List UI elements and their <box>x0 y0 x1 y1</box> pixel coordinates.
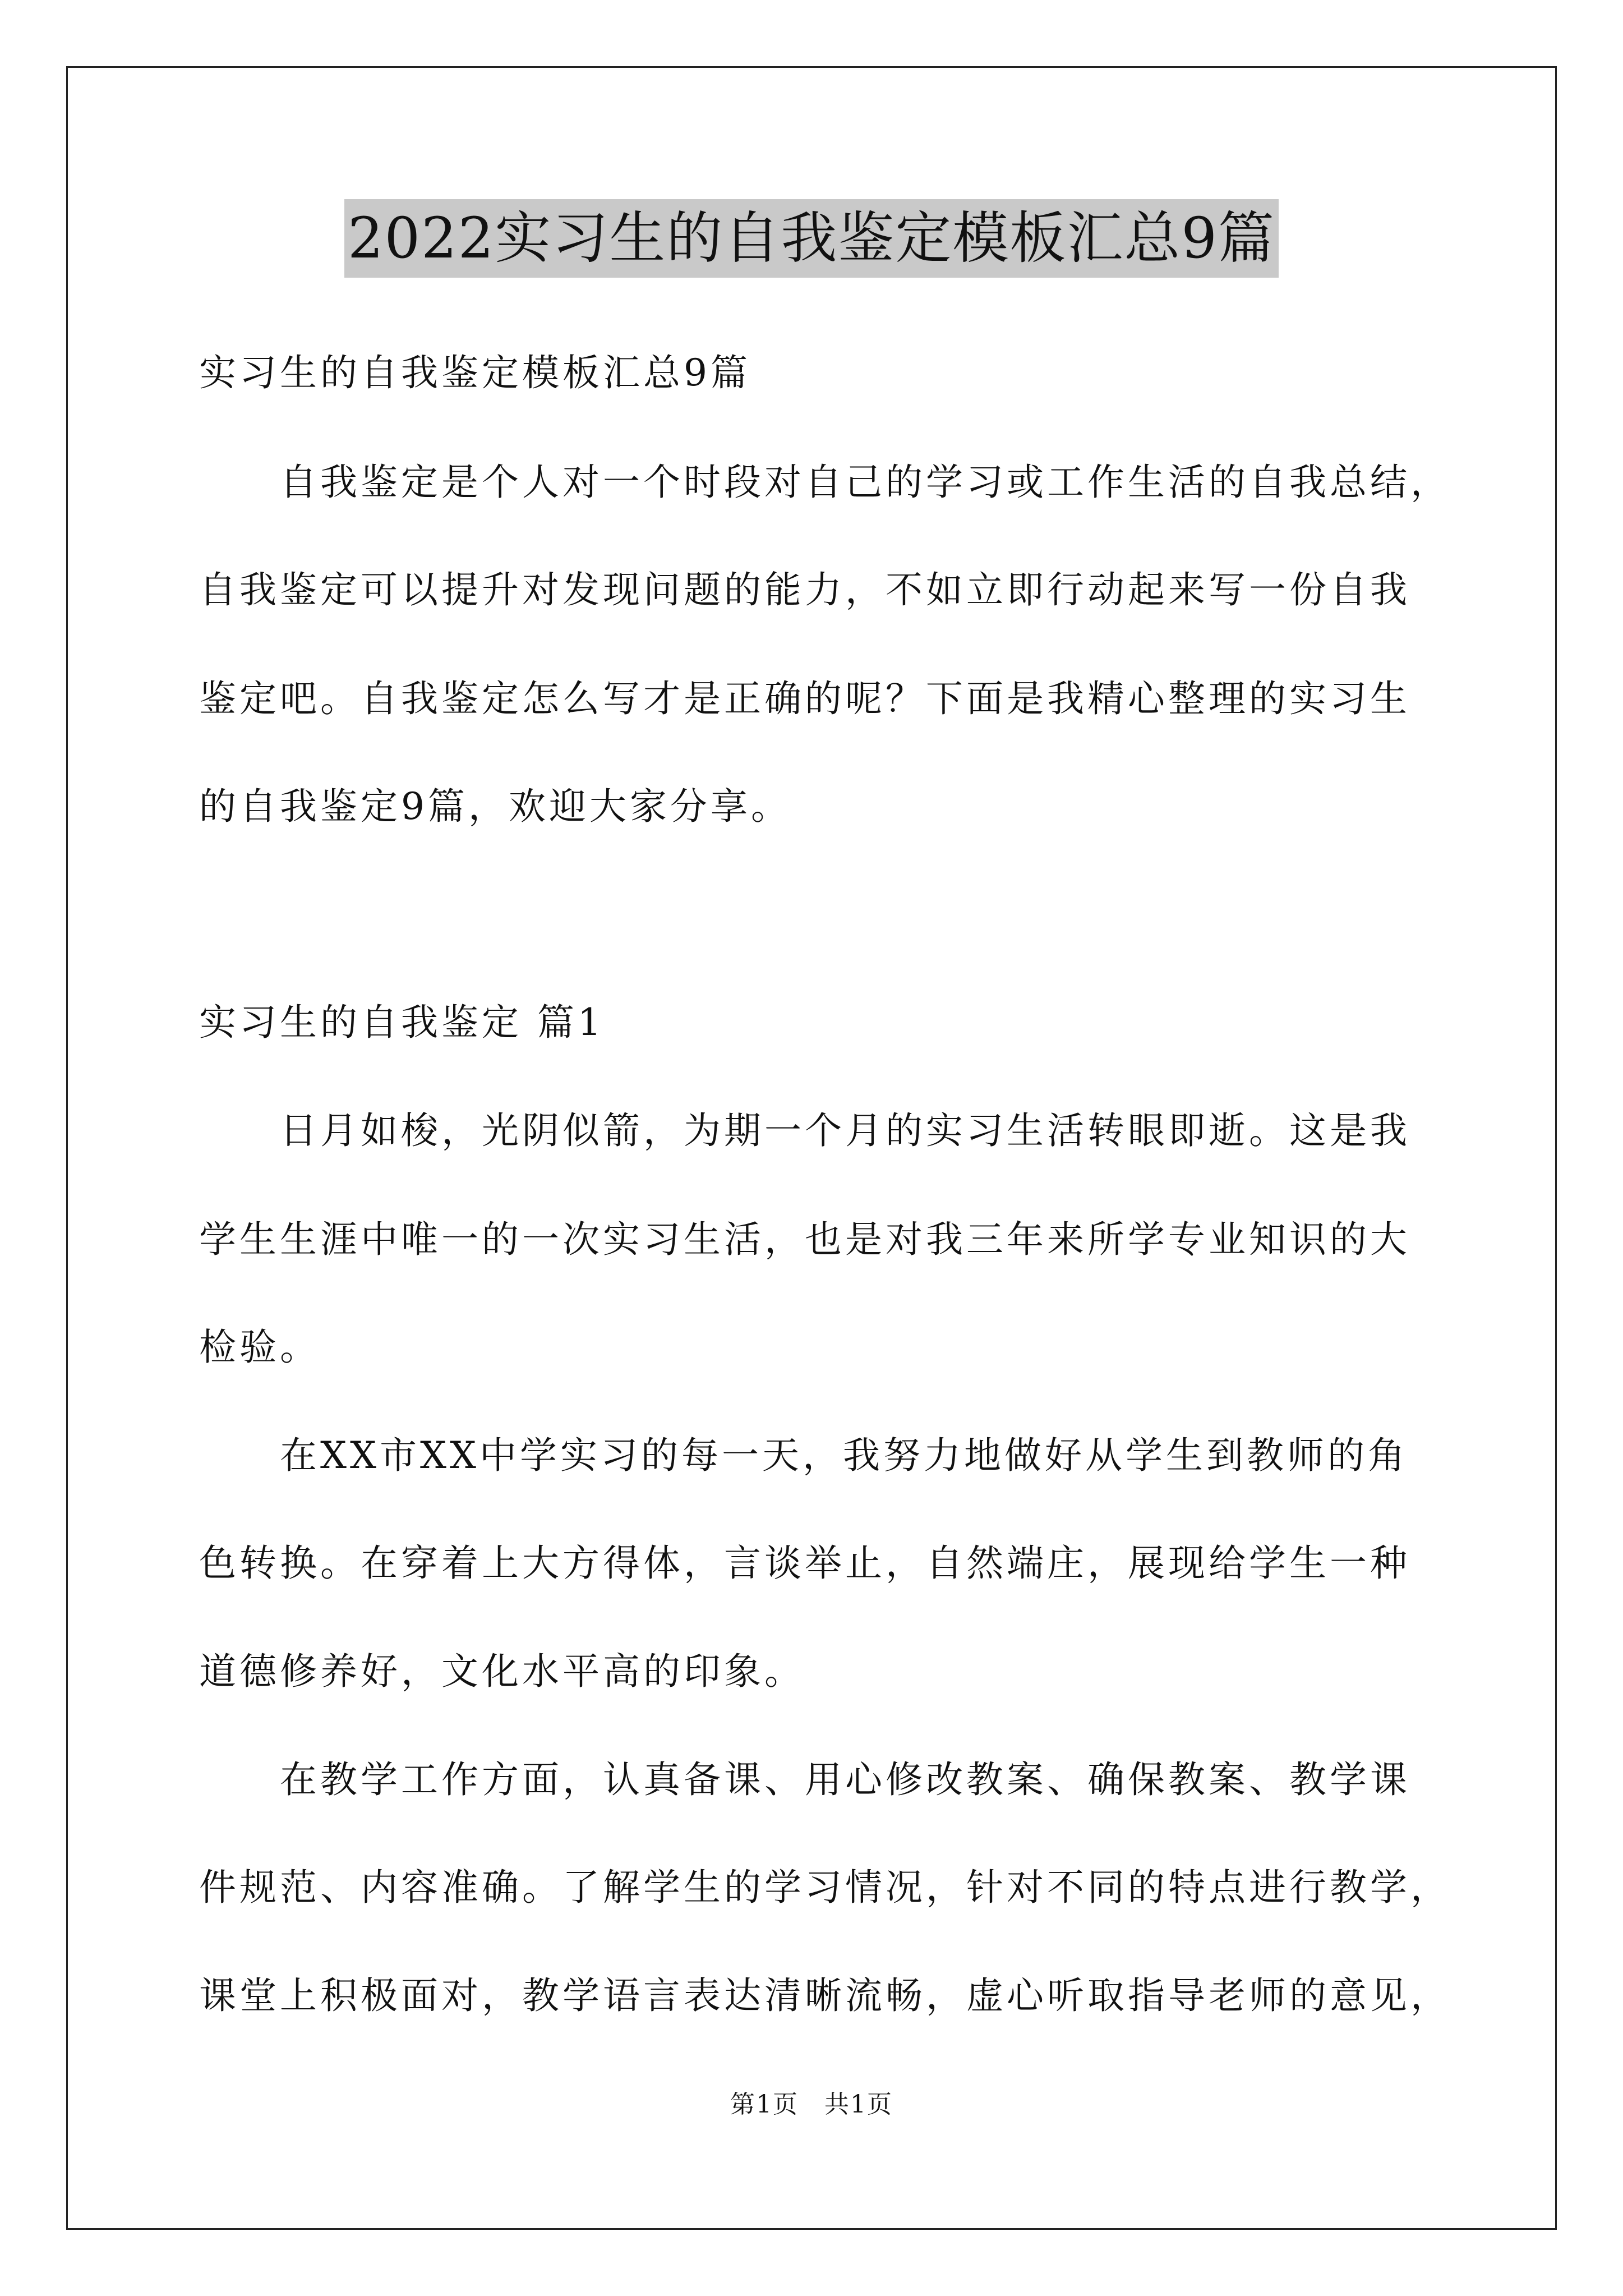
section-heading: 实习生的自我鉴定 篇1 <box>199 1001 605 1044</box>
paragraph-line: 鉴定吧。自我鉴定怎么写才是正确的呢？下面是我精心整理的实习生 <box>199 677 1410 720</box>
paragraph-line: 的自我鉴定9篇，欢迎大家分享。 <box>199 785 791 828</box>
paragraph-line: 色转换。在穿着上大方得体，言谈举止，自然端庄，展现给学生一种 <box>199 1542 1410 1585</box>
paragraph-line: 自我鉴定是个人对一个时段对自己的学习或工作生活的自我总结， <box>199 461 1451 504</box>
paragraph-line: 在教学工作方面，认真备课、用心修改教案、确保教案、教学课 <box>199 1758 1410 1801</box>
paragraph-line: 自我鉴定可以提升对发现问题的能力，不如立即行动起来写一份自我 <box>199 568 1410 611</box>
paragraph-line: 件规范、内容准确。了解学生的学习情况，针对不同的特点进行教学， <box>199 1866 1451 1909</box>
paragraph-line: 在XX市XX中学实习的每一天，我努力地做好从学生到教师的角 <box>199 1434 1408 1477</box>
title-container <box>0 199 1623 278</box>
paragraph-line: 学生生涯中唯一的一次实习生活，也是对我三年来所学专业知识的大 <box>199 1218 1410 1261</box>
paragraph-line: 日月如梭，光阴似箭，为期一个月的实习生活转眼即逝。这是我 <box>199 1109 1410 1152</box>
paragraph-line: 课堂上积极面对，教学语言表达清晰流畅，虚心听取指导老师的意见， <box>199 1974 1451 2017</box>
subtitle-line: 实习生的自我鉴定模板汇总9篇 <box>199 351 751 394</box>
page-footer: 第1页 共1页 <box>730 2090 893 2119</box>
paragraph-line: 道德修养好，文化水平高的印象。 <box>199 1650 805 1693</box>
paragraph-line: 检验。 <box>199 1326 320 1369</box>
document-title: 2022实习生的自我鉴定模板汇总9篇 <box>344 199 1279 278</box>
